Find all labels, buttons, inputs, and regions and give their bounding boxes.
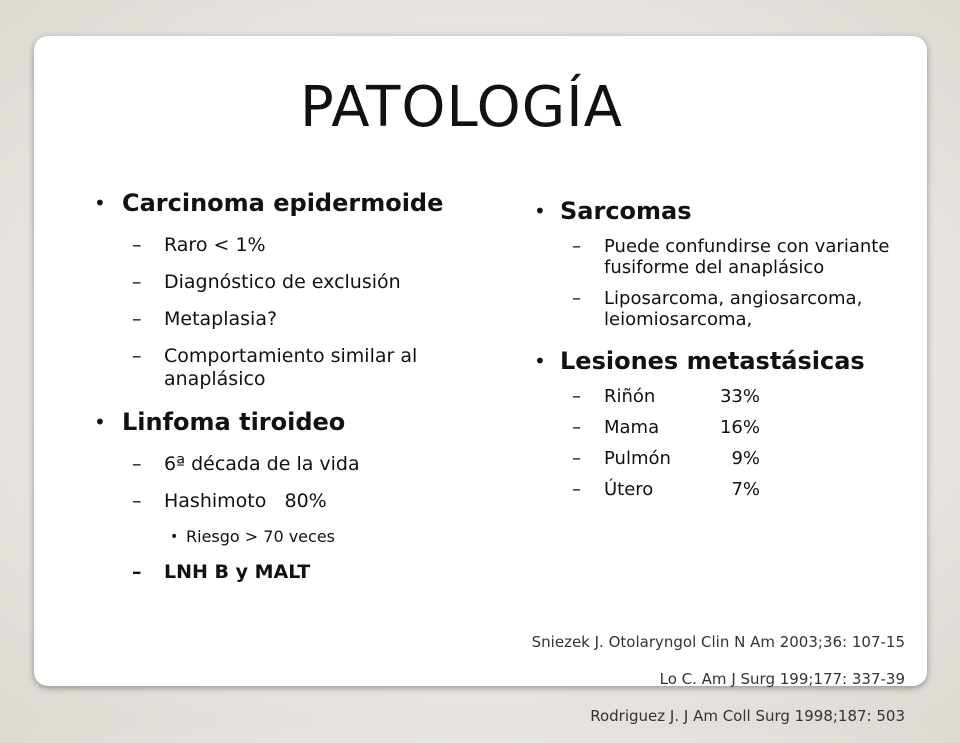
linfoma-item: [94, 453, 454, 476]
bullet-dot-icon: •: [170, 529, 179, 545]
carcinoma-item-text: Raro < 1%: [164, 234, 266, 256]
linfoma-heading: Linfoma tiroideo: [122, 408, 346, 436]
dash-icon: –: [132, 561, 142, 583]
right-column: [534, 194, 934, 510]
metastasicas-heading: Lesiones metastásicas: [560, 347, 865, 375]
carcinoma-item-text: Comportamiento similar al anaplásico: [164, 345, 418, 390]
sarcomas-item: [534, 236, 934, 278]
dash-icon: –: [132, 271, 142, 293]
linfoma-item-text: LNH B y MALT: [164, 561, 311, 583]
dash-icon: –: [572, 448, 581, 469]
bullet-dot-icon: •: [94, 191, 106, 215]
bullet-dot-icon: •: [534, 349, 546, 373]
dash-icon: –: [572, 386, 581, 407]
linfoma-item-text: 6ª década de la vida: [164, 453, 360, 475]
bullet-metastasicas: [534, 344, 934, 378]
carcinoma-item: [94, 345, 454, 391]
metastasis-organ: Riñón: [604, 386, 656, 407]
bullet-carcinoma: [94, 186, 454, 220]
slide: [34, 36, 927, 725]
carcinoma-heading: Carcinoma epidermoide: [122, 189, 444, 217]
carcinoma-item: [94, 271, 454, 294]
metastasis-value: 16%: [719, 417, 760, 438]
reference: Sniezek J. Otolaryngol Clin N Am 2003;36: 107-15: [531, 633, 905, 651]
bullet-sarcomas: [534, 194, 934, 228]
metastasis-item: [534, 479, 934, 500]
dash-icon: –: [132, 490, 142, 512]
metastasis-value: 9%: [731, 448, 760, 469]
dash-icon: –: [572, 236, 581, 257]
left-column: [94, 186, 454, 598]
linfoma-subitem-text: Riesgo > 70 veces: [186, 527, 335, 546]
metastasis-value: 7%: [731, 479, 760, 500]
dash-icon: –: [132, 308, 142, 330]
metastasis-organ: Mama: [604, 417, 660, 438]
reference: Lo C. Am J Surg 199;177: 337-39: [659, 670, 905, 688]
dash-icon: –: [132, 345, 142, 367]
dash-icon: –: [572, 417, 581, 438]
carcinoma-item-text: Diagnóstico de exclusión: [164, 271, 401, 293]
sarcomas-item-text: Liposarcoma, angiosarcoma, leiomiosarcoma,: [604, 288, 863, 330]
bullet-dot-icon: •: [94, 410, 106, 434]
linfoma-item: [94, 490, 454, 513]
sarcomas-heading: Sarcomas: [560, 197, 692, 225]
metastasis-organ: Útero: [604, 479, 654, 500]
carcinoma-item: [94, 308, 454, 331]
metastasis-item: [534, 386, 934, 407]
carcinoma-item-text: Metaplasia?: [164, 308, 278, 330]
bullet-linfoma: [94, 405, 454, 439]
metastasis-value: 33%: [719, 386, 760, 407]
dash-icon: –: [572, 288, 581, 309]
bullet-dot-icon: •: [534, 199, 546, 223]
dash-icon: –: [132, 234, 142, 256]
linfoma-item-text: Hashimoto 80%: [164, 490, 327, 512]
slide-title: PATOLOGÍA: [300, 75, 623, 140]
metastasis-organ: Pulmón: [604, 448, 671, 469]
metastasis-item: [534, 417, 934, 438]
sarcomas-item-text: Puede confundirse con variante fusiforme del anaplásico: [604, 236, 890, 278]
dash-icon: –: [572, 479, 581, 500]
references: [532, 632, 905, 743]
linfoma-subitem: [94, 527, 454, 547]
linfoma-item: [94, 561, 454, 584]
carcinoma-item: [94, 234, 454, 257]
dash-icon: –: [132, 453, 142, 475]
sarcomas-item: [534, 288, 934, 330]
metastasis-item: [534, 448, 934, 469]
reference: Rodriguez J. J Am Coll Surg 1998;187: 503: [590, 707, 905, 725]
